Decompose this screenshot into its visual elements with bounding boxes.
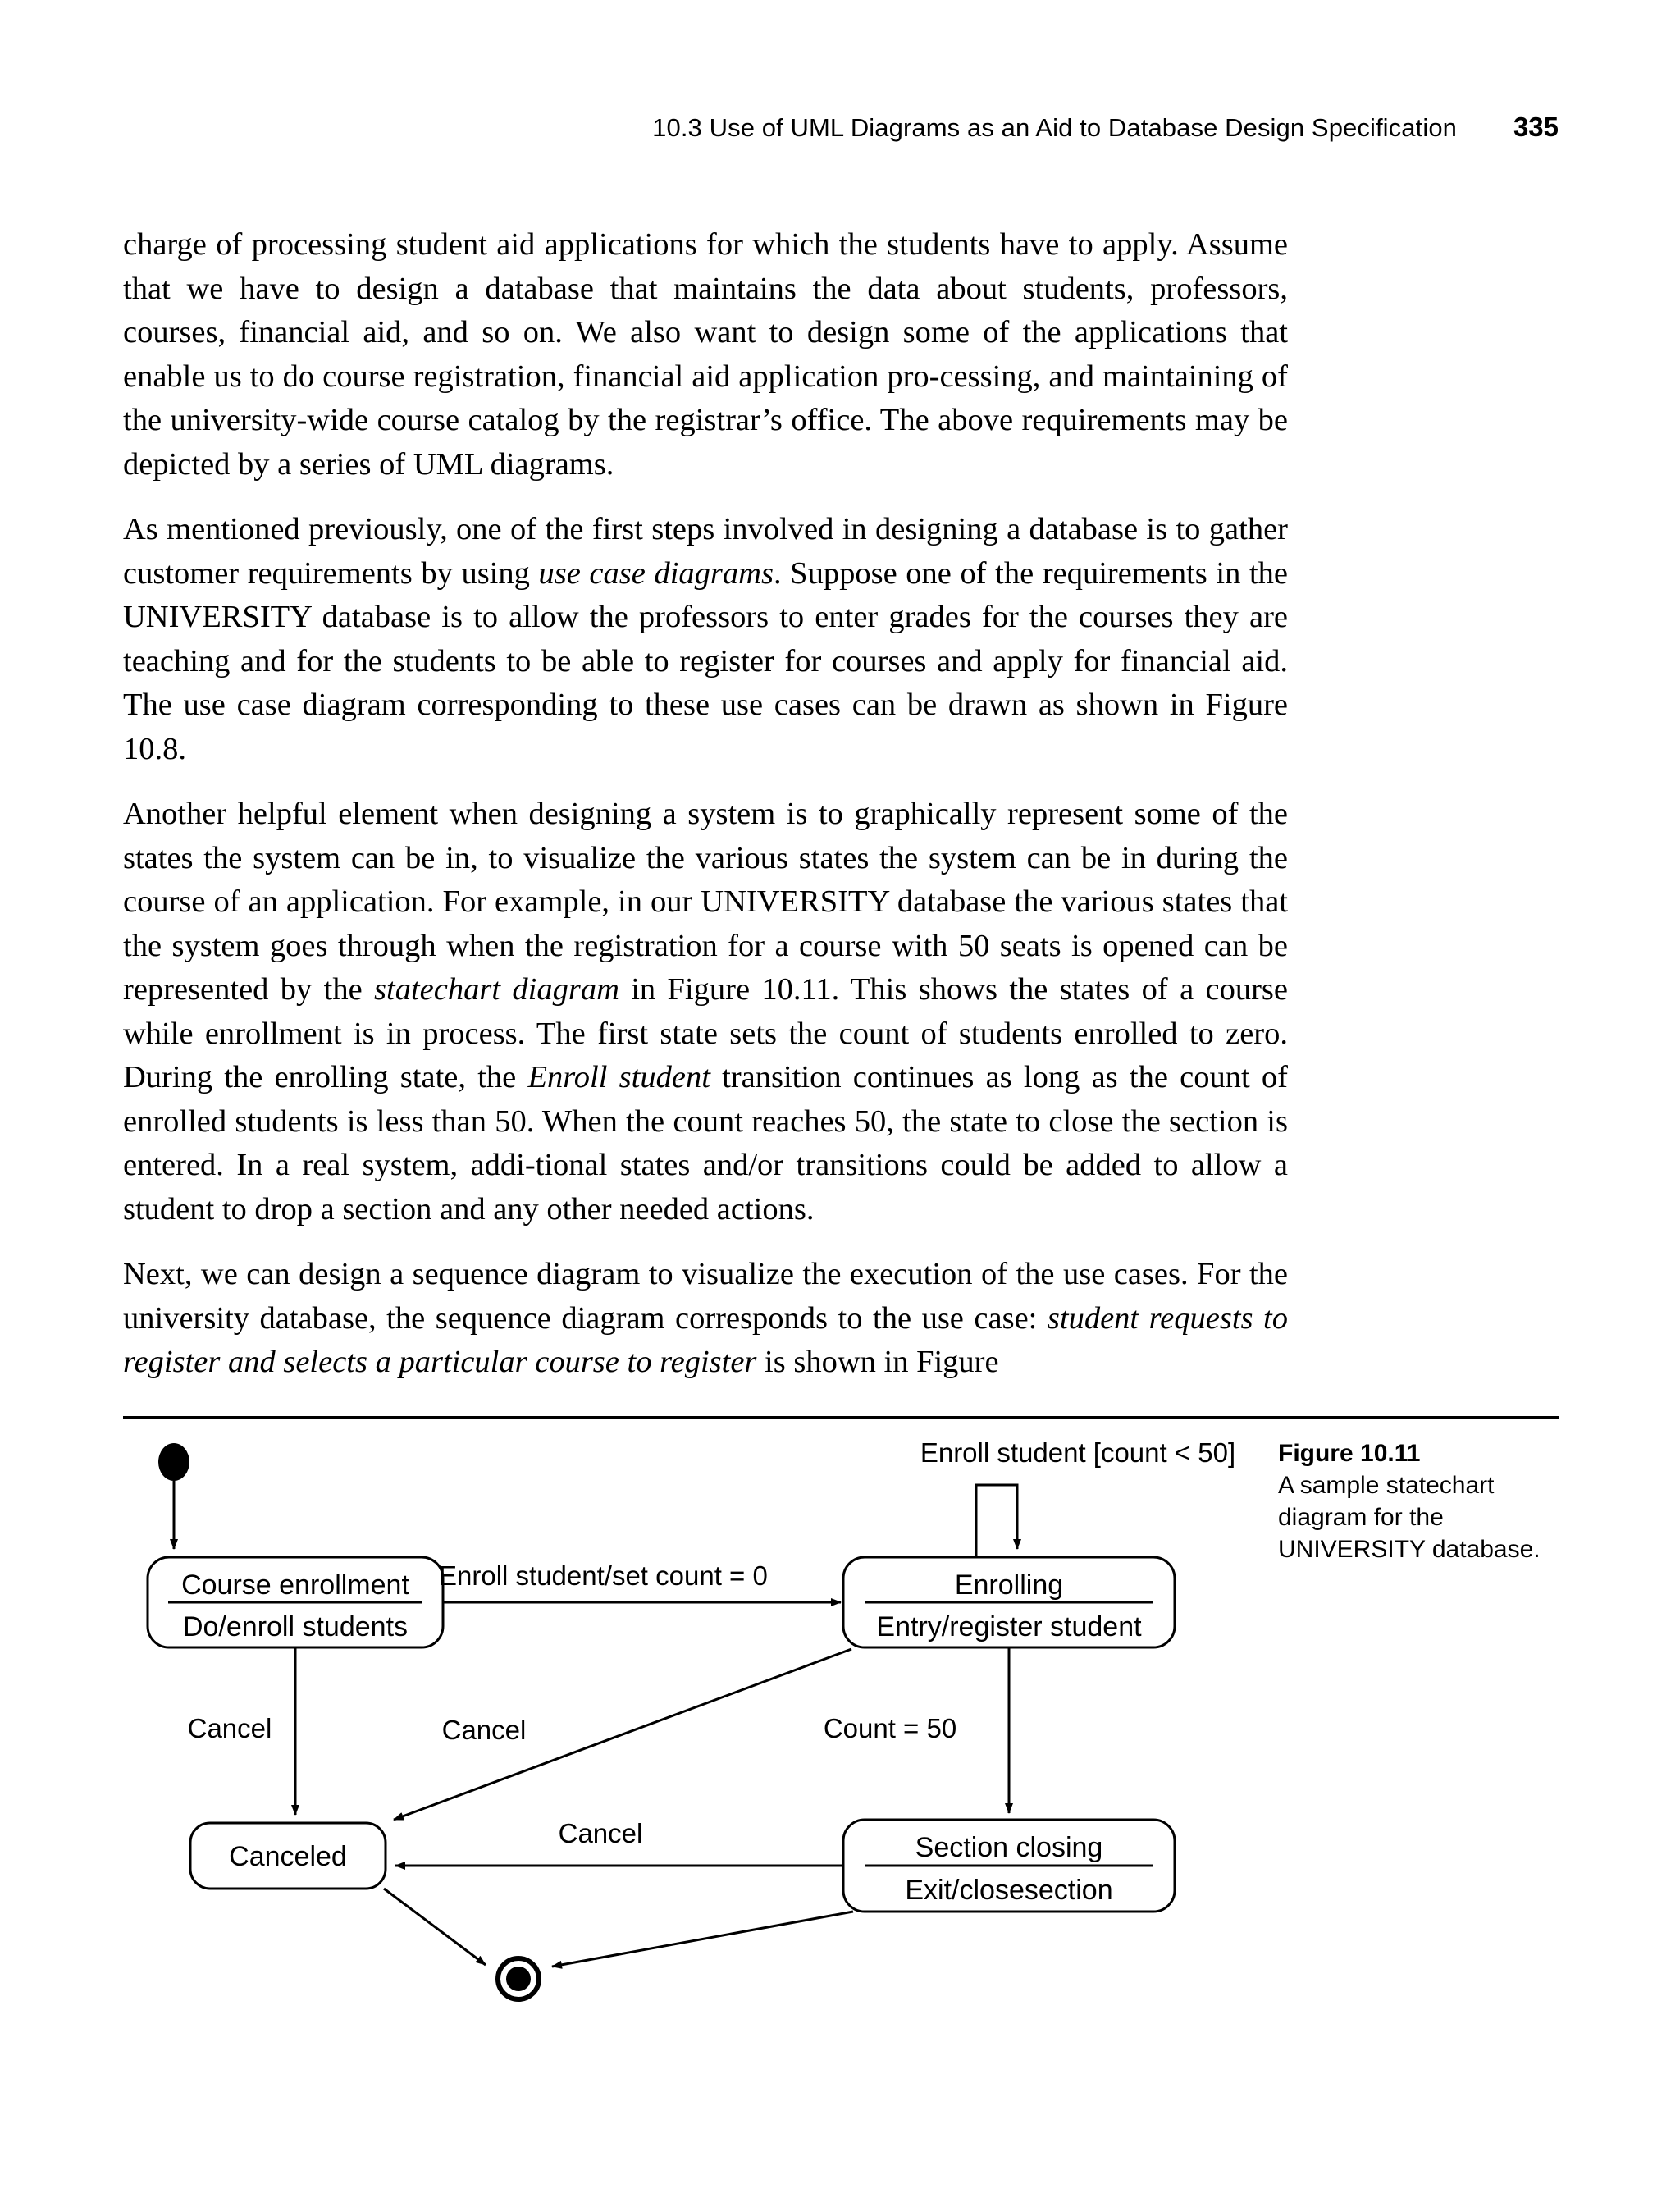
state-course-enrollment — [148, 1557, 443, 1647]
self-transition-enrolling — [976, 1485, 1017, 1557]
running-head — [123, 112, 1559, 143]
transition-label-count-50: Count = 50 — [823, 1713, 957, 1743]
final-state-icon — [498, 1958, 539, 1999]
paragraph-3: Another helpful element when designing a system is to graphically represent some of the states the system can be in, to visualize the various states the system can be in during the course of an application. For example, in our UNIVERSITY database the various states that the system goes through when the registration for a course with 50 seats is opened can be represented by the statechart diagram in Figure 10.11. This shows the states of a course while enrollment is in process. The first state sets the count of students enrolled to zero. During the enrolling state, the Enroll student transition continues as long as the count of enrolled students is less than 50. When the count reaches 50, the state to close the section is entered. In a real system, addi-tional states and/or transitions could be added to allow a student to drop a section and any other needed actions. — [123, 797, 1288, 1227]
statechart-diagram — [123, 1428, 1255, 2018]
state-name-section-closing: Section closing — [915, 1832, 1103, 1863]
body-text-column — [123, 223, 1288, 1385]
state-canceled — [190, 1823, 386, 1889]
state-section-closing — [843, 1820, 1175, 1912]
paragraph-2: As mentioned previously, one of the first steps involved in designing a database is to gather customer requirements by using use case diagrams. Suppose one of the requirements in the UNIVERSITY database is to allow the professors to enter grades for the courses they are teaching and for the students to be able to register for courses and apply for financial aid. The use case diagram corresponding to these use cases can be drawn as shown in Figure 10.8. — [123, 512, 1289, 766]
transition-section-closing-to-final — [552, 1912, 853, 1967]
state-name-canceled: Canceled — [229, 1841, 347, 1872]
transition-label-cancel-from-section-closing: Cancel — [558, 1818, 643, 1848]
transition-label-enroll-set-count: Enroll student/set count = 0 — [439, 1560, 768, 1591]
state-activity-section-closing: Exit/closesection — [905, 1875, 1113, 1906]
state-enrolling — [843, 1557, 1175, 1647]
transition-canceled-to-final — [384, 1889, 486, 1965]
state-activity-course-enrollment: Do/enroll students — [182, 1611, 409, 1642]
running-head-title: 10.3 Use of UML Diagrams as an Aid to Database Design Specification — [652, 113, 1457, 142]
state-activity-enrolling: Entry/register student — [876, 1611, 1142, 1642]
figure-divider-rule — [123, 1416, 1559, 1419]
paragraph-4: Next, we can design a sequence diagram to visualize the execution of the use cases. For the university database, the sequence diagram corresponds to the use case: student requests to register and selects a particular course to register is shown in Figure — [123, 1257, 1288, 1379]
figure-caption — [1278, 1437, 1557, 1565]
figure-caption-body: A sample statechart diagram for the UNIVERSITY database. — [1278, 1472, 1541, 1563]
transition-label-cancel-from-enrolling: Cancel — [441, 1715, 527, 1745]
initial-state-icon — [158, 1443, 189, 1481]
state-name-course-enrollment: Course enrollment — [181, 1569, 409, 1601]
page-number: 335 — [1513, 112, 1559, 142]
paragraph-1: charge of processing student aid applications for which the students have to apply. Assume that we have to design a database that maintains the data about students, professors, courses, financial aid, and so on. We also want to design some of the applications that enable us to do course registration, financial aid application pro-cessing, and maintaining of the university-wide course catalog by the registrar’s office. The above requirements may be depicted by a series of UML diagrams. — [123, 227, 1288, 482]
figure-caption-title: Figure 10.11 — [1278, 1440, 1421, 1467]
transition-label-cancel-from-course-enrollment: Cancel — [187, 1713, 272, 1743]
transition-label-enroll-student-count-lt-50: Enroll student [count < 50] — [920, 1437, 1236, 1468]
state-name-enrolling: Enrolling — [954, 1569, 1064, 1601]
